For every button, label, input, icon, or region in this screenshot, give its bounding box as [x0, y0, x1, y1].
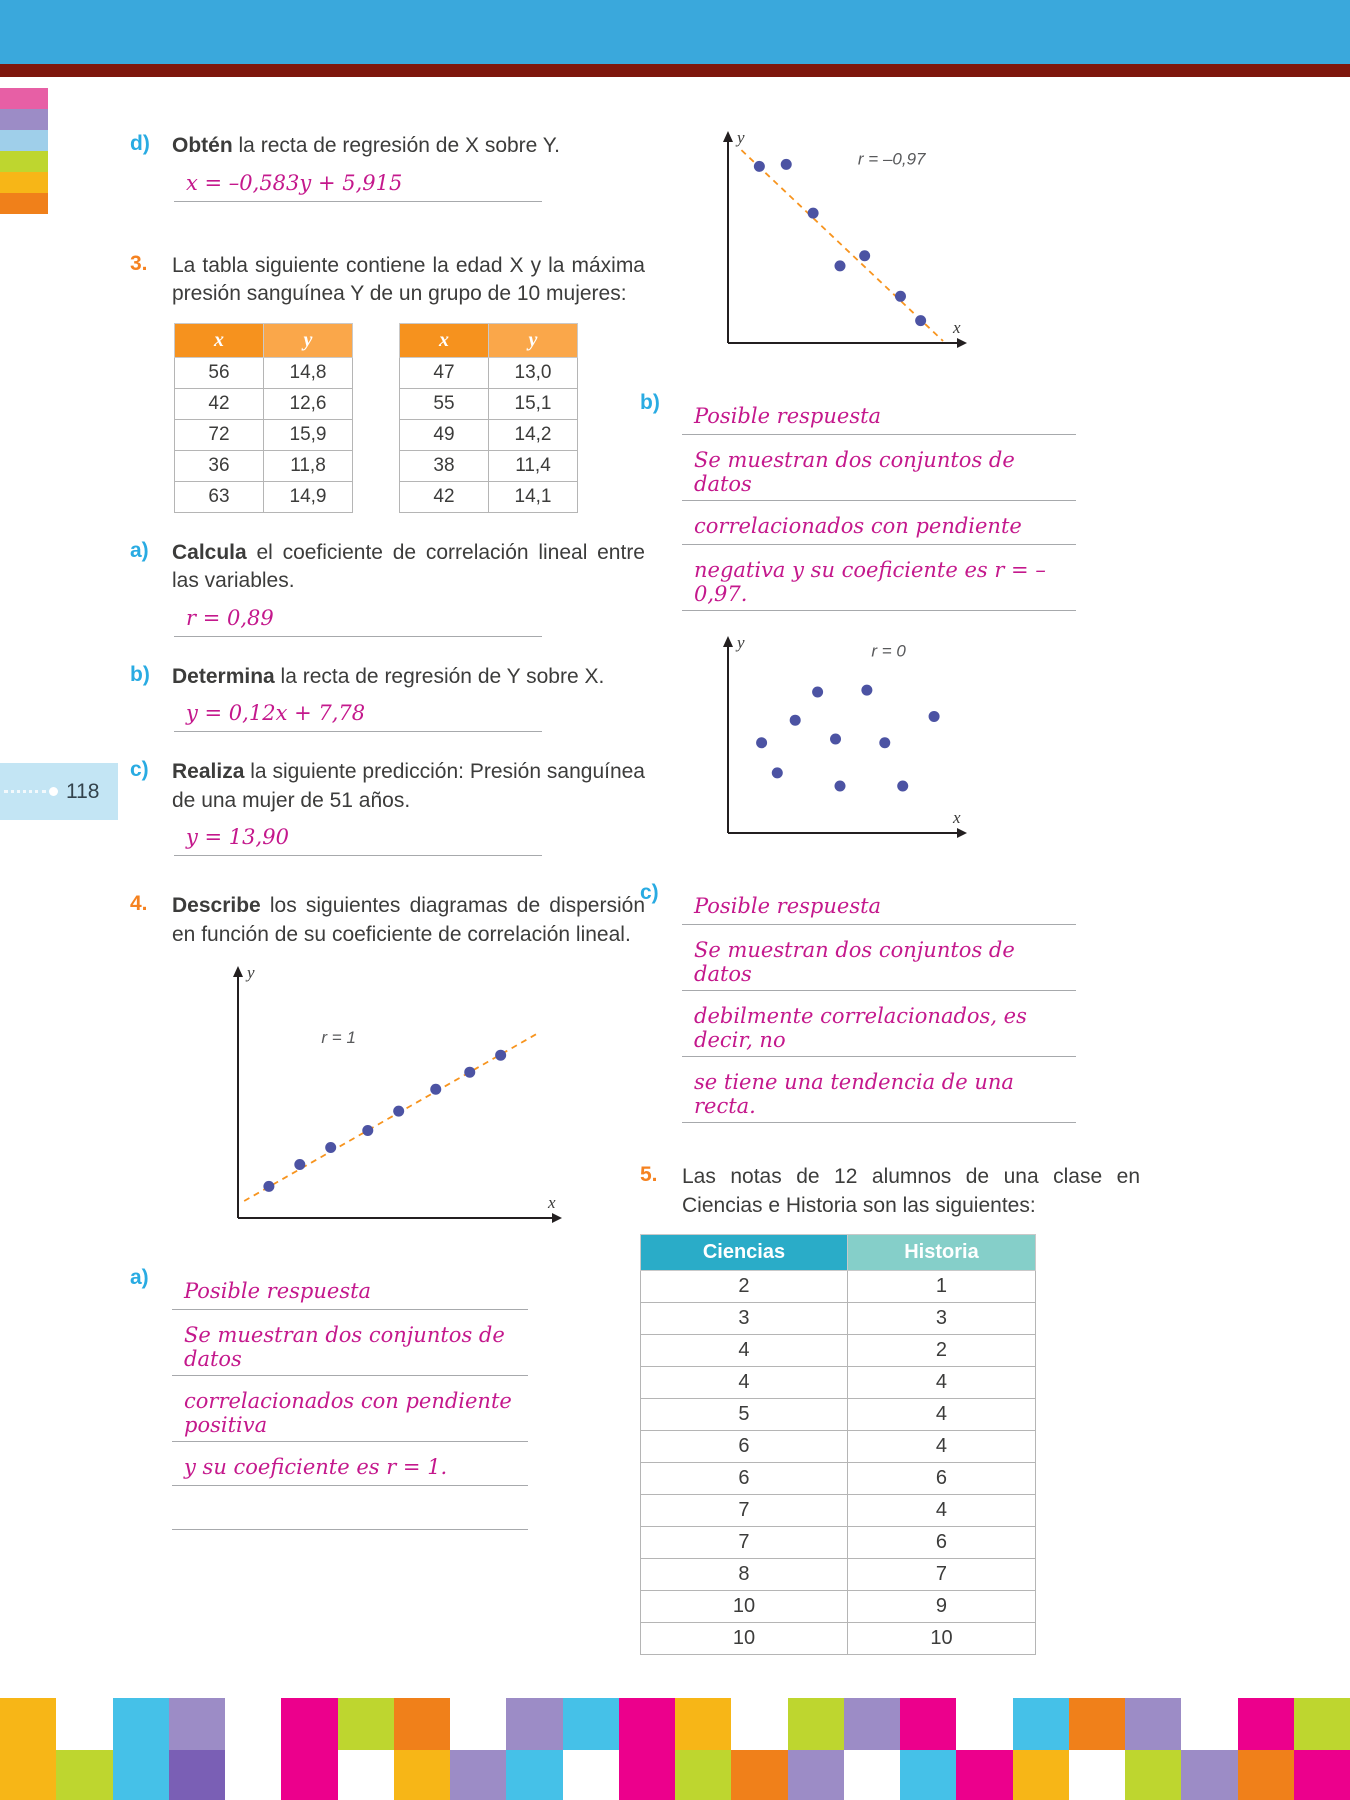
table-row: [400, 357, 578, 388]
decoration-bar: [956, 1698, 1012, 1800]
right-column: [640, 118, 1140, 1655]
table-cell: 63: [175, 481, 264, 512]
decoration-bar: [731, 1698, 787, 1800]
table-row: [641, 1303, 1036, 1335]
table-cell: 7: [641, 1527, 848, 1559]
svg-text:x: x: [548, 1193, 556, 1213]
table-cell: 72: [175, 419, 264, 450]
item-b-keyword: Determina: [172, 664, 275, 688]
svg-text:y: y: [737, 633, 745, 652]
table-cell: 12,6: [264, 388, 353, 419]
problem-3-number: 3.: [130, 251, 148, 275]
handwritten-answer-line: Se muestran dos conjuntos de datos: [682, 448, 1076, 501]
decoration-bar: [1069, 1698, 1125, 1800]
table-header-row: [175, 323, 353, 357]
table-body: [641, 1271, 1036, 1655]
grades-table: [640, 1234, 1036, 1655]
item-a-body: el coeficiente de correlación lineal entre las variables.: [172, 540, 645, 593]
item-b-body: la recta de regresión de Y sobre X.: [280, 664, 605, 688]
item-d-keyword: Obtén: [172, 134, 233, 157]
decoration-bar: [1181, 1698, 1237, 1800]
handwritten-answer-line: debilmente correlacionados, es decir, no: [682, 1004, 1076, 1057]
table-cell: 15,9: [264, 419, 353, 450]
table-cell: 6: [641, 1431, 848, 1463]
table-body: [400, 357, 578, 512]
handwritten-answer-line: correlacionados con pendiente positiva: [172, 1389, 528, 1442]
table-row: [175, 357, 353, 388]
table-row: [175, 450, 353, 481]
bottom-decoration-bars: [0, 1698, 1350, 1800]
scatter-plot-r-negative: [698, 128, 968, 373]
table-row: [641, 1495, 1036, 1527]
decoration-bar: [900, 1698, 956, 1800]
table-cell: 6: [847, 1527, 1035, 1559]
decoration-bar: [56, 1698, 112, 1800]
handwritten-answer-line: Se muestran dos conjuntos de datos: [172, 1323, 528, 1376]
handwritten-answer-c: y = 13,90: [174, 825, 542, 856]
table-row: [641, 1559, 1036, 1591]
table-cell: 4: [847, 1495, 1035, 1527]
item-c-label: c): [130, 758, 149, 782]
decoration-bar: [1125, 1698, 1181, 1800]
table-cell: 14,2: [489, 419, 578, 450]
decoration-bar: [563, 1698, 619, 1800]
table-body: [175, 357, 353, 512]
pressure-data-tables: [174, 323, 645, 513]
table-cell: 10: [641, 1591, 848, 1623]
table-row: [641, 1527, 1036, 1559]
item-b-text: [172, 663, 604, 692]
table-row: [641, 1367, 1036, 1399]
item-a-text: [172, 539, 645, 596]
problem-4-keyword: Describe: [172, 894, 261, 918]
decoration-bar: [169, 1698, 225, 1800]
exercise-item-b: [130, 663, 645, 692]
table-row: [175, 481, 353, 512]
scatter-plot-r-zero: [698, 633, 968, 863]
table-cell: 4: [641, 1335, 848, 1367]
answer-block-4c: [640, 881, 1140, 1123]
decoration-bar: [1013, 1698, 1069, 1800]
page-number: 118: [66, 779, 100, 803]
exercise-item-c: [130, 758, 645, 815]
table-header-row: [641, 1235, 1036, 1271]
column-header-y: y: [264, 323, 353, 357]
column-header-historia: Historia: [847, 1235, 1035, 1271]
decoration-bar: [394, 1698, 450, 1800]
svg-text:y: y: [247, 963, 255, 983]
table-cell: 55: [400, 388, 489, 419]
table-cell: 47: [400, 357, 489, 388]
answer-block-4b: [640, 391, 1140, 611]
table-cell: 14,9: [264, 481, 353, 512]
item-c-text: [172, 758, 645, 815]
table-row: [641, 1335, 1036, 1367]
table-row: [641, 1623, 1036, 1655]
decoration-bar: [675, 1698, 731, 1800]
handwritten-answer-line: se tiene una tendencia de una recta.: [682, 1070, 1076, 1123]
column-header-y: y: [489, 323, 578, 357]
table-cell: 14,8: [264, 357, 353, 388]
handwritten-answer-line: y su coeficiente es r = 1.: [172, 1455, 528, 1486]
top-blue-bar: [0, 0, 1350, 64]
answer-lines-4b: [682, 391, 1076, 611]
table-row: [641, 1399, 1036, 1431]
table-cell: 42: [175, 388, 264, 419]
item-a-keyword: Calcula: [172, 540, 247, 564]
decoration-bar: [281, 1698, 337, 1800]
edge-color-tab: [0, 193, 48, 214]
column-header-x: x: [400, 323, 489, 357]
svg-text:y: y: [737, 128, 745, 147]
decoration-bar: [113, 1698, 169, 1800]
scatter-plot-r-positive: [208, 963, 563, 1248]
table-row: [175, 419, 353, 450]
svg-text:x: x: [953, 318, 961, 337]
decoration-bar: [619, 1698, 675, 1800]
pressure-table-1: [174, 323, 353, 513]
decoration-bar: [1294, 1698, 1350, 1800]
page-number-badge: [0, 763, 118, 820]
table-row: [400, 419, 578, 450]
problem-4-body: los siguientes diagramas de dispersión en función de su coeficiente de correlación lineal.: [172, 894, 645, 946]
table-row: [175, 388, 353, 419]
decoration-bar: [506, 1698, 562, 1800]
table-cell: 3: [847, 1303, 1035, 1335]
edge-color-tab: [0, 88, 48, 109]
table-cell: 15,1: [489, 388, 578, 419]
handwritten-answer-line: Posible respuesta: [682, 894, 1076, 925]
table-cell: 4: [847, 1431, 1035, 1463]
item-c-body: la siguiente predicción: Presión sanguínea de una mujer de 51 años.: [172, 760, 645, 812]
problem-4-text: [172, 892, 645, 949]
table-header-row: [400, 323, 578, 357]
table-cell: 10: [847, 1623, 1035, 1655]
problem-5-text: Las notas de 12 alumnos de una clase en Ciencias e Historia son las siguientes:: [682, 1165, 1140, 1217]
table-cell: 3: [641, 1303, 848, 1335]
table-cell: 38: [400, 450, 489, 481]
table-cell: 4: [847, 1399, 1035, 1431]
table-cell: 36: [175, 450, 264, 481]
problem-4: [130, 892, 645, 949]
table-cell: 4: [847, 1367, 1035, 1399]
decoration-bar: [338, 1698, 394, 1800]
table-cell: 56: [175, 357, 264, 388]
item-4a-label: a): [130, 1266, 149, 1290]
table-cell: 6: [847, 1463, 1035, 1495]
edge-color-tab: [0, 109, 48, 130]
problem-5: [640, 1163, 1140, 1220]
table-cell: 13,0: [489, 357, 578, 388]
problem-3-text: La tabla siguiente contiene la edad X y la máxima presión sanguínea Y de un grupo de 10 mujeres:: [172, 253, 645, 306]
item-4b-label: b): [640, 391, 660, 414]
dotted-leader: [4, 790, 46, 793]
problem-3: [130, 252, 645, 309]
exercise-item-a: [130, 539, 645, 596]
table-cell: 11,8: [264, 450, 353, 481]
table-row: [641, 1591, 1036, 1623]
svg-text:r = –0,97: r = –0,97: [857, 149, 926, 169]
table-cell: 6: [641, 1463, 848, 1495]
handwritten-answer-line: correlacionados con pendiente: [682, 514, 1076, 545]
svg-text:r = 1: r = 1: [321, 1028, 356, 1048]
table-cell: 7: [847, 1559, 1035, 1591]
table-row: [400, 450, 578, 481]
scatter-plot-svg: [698, 633, 968, 863]
maroon-stripe: [0, 64, 1350, 77]
svg-text:x: x: [953, 808, 961, 827]
table-row: [641, 1463, 1036, 1495]
item-c-keyword: Realiza: [172, 760, 245, 784]
table-cell: 5: [641, 1399, 848, 1431]
table-cell: 42: [400, 481, 489, 512]
item-d-label: d): [130, 132, 150, 155]
handwritten-answer-d: x = –0,583y + 5,915: [174, 171, 542, 202]
handwritten-answer-line: Posible respuesta: [682, 404, 1076, 435]
pressure-table-2: [399, 323, 578, 513]
decoration-bar: [450, 1698, 506, 1800]
table-cell: 1: [847, 1271, 1035, 1303]
table-row: [641, 1271, 1036, 1303]
problem-4-number: 4.: [130, 892, 148, 916]
scatter-plot-svg: [208, 963, 563, 1248]
edge-color-tab: [0, 130, 48, 151]
decoration-bar: [0, 1698, 56, 1800]
edge-color-tab: [0, 172, 48, 193]
answer-lines-4a: [172, 1266, 528, 1530]
table-cell: 14,1: [489, 481, 578, 512]
table-cell: 11,4: [489, 450, 578, 481]
table-row: [400, 388, 578, 419]
edge-color-tab: [0, 151, 48, 172]
svg-text:r = 0: r = 0: [871, 641, 906, 661]
decoration-bar: [844, 1698, 900, 1800]
handwritten-answer-line: Se muestran dos conjuntos de datos: [682, 938, 1076, 991]
item-4c-label: c): [640, 881, 659, 904]
item-b-label: b): [130, 662, 150, 686]
handwritten-answer-b: y = 0,12x + 7,78: [174, 701, 542, 732]
column-header-x: x: [175, 323, 264, 357]
scatter-plot-svg: [698, 128, 968, 373]
table-cell: 10: [641, 1623, 848, 1655]
problem-5-number: 5.: [640, 1163, 658, 1186]
decoration-bar: [225, 1698, 281, 1800]
table-row: [400, 481, 578, 512]
handwritten-answer-line: [172, 1499, 528, 1530]
table-cell: 9: [847, 1591, 1035, 1623]
table-cell: 8: [641, 1559, 848, 1591]
table-cell: 2: [847, 1335, 1035, 1367]
table-row: [641, 1431, 1036, 1463]
leader-dot: [49, 787, 58, 796]
item-d-text: [172, 132, 560, 161]
item-a-label: a): [130, 538, 149, 562]
handwritten-answer-a: r = 0,89: [174, 606, 542, 637]
item-d-body: la recta de regresión de X sobre Y.: [238, 134, 560, 157]
decoration-bar: [1238, 1698, 1294, 1800]
decoration-bar: [788, 1698, 844, 1800]
table-cell: 7: [641, 1495, 848, 1527]
left-column: [130, 128, 645, 1530]
exercise-item-d: [130, 132, 645, 161]
handwritten-answer-line: negativa y su coeficiente es r = –0,97.: [682, 558, 1076, 611]
table-cell: 2: [641, 1271, 848, 1303]
column-header-ciencias: Ciencias: [641, 1235, 848, 1271]
handwritten-answer-line: Posible respuesta: [172, 1279, 528, 1310]
answer-lines-4c: [682, 881, 1076, 1123]
answer-block-4a: [130, 1266, 645, 1530]
table-cell: 4: [641, 1367, 848, 1399]
table-cell: 49: [400, 419, 489, 450]
edge-color-tabs: [0, 88, 48, 214]
